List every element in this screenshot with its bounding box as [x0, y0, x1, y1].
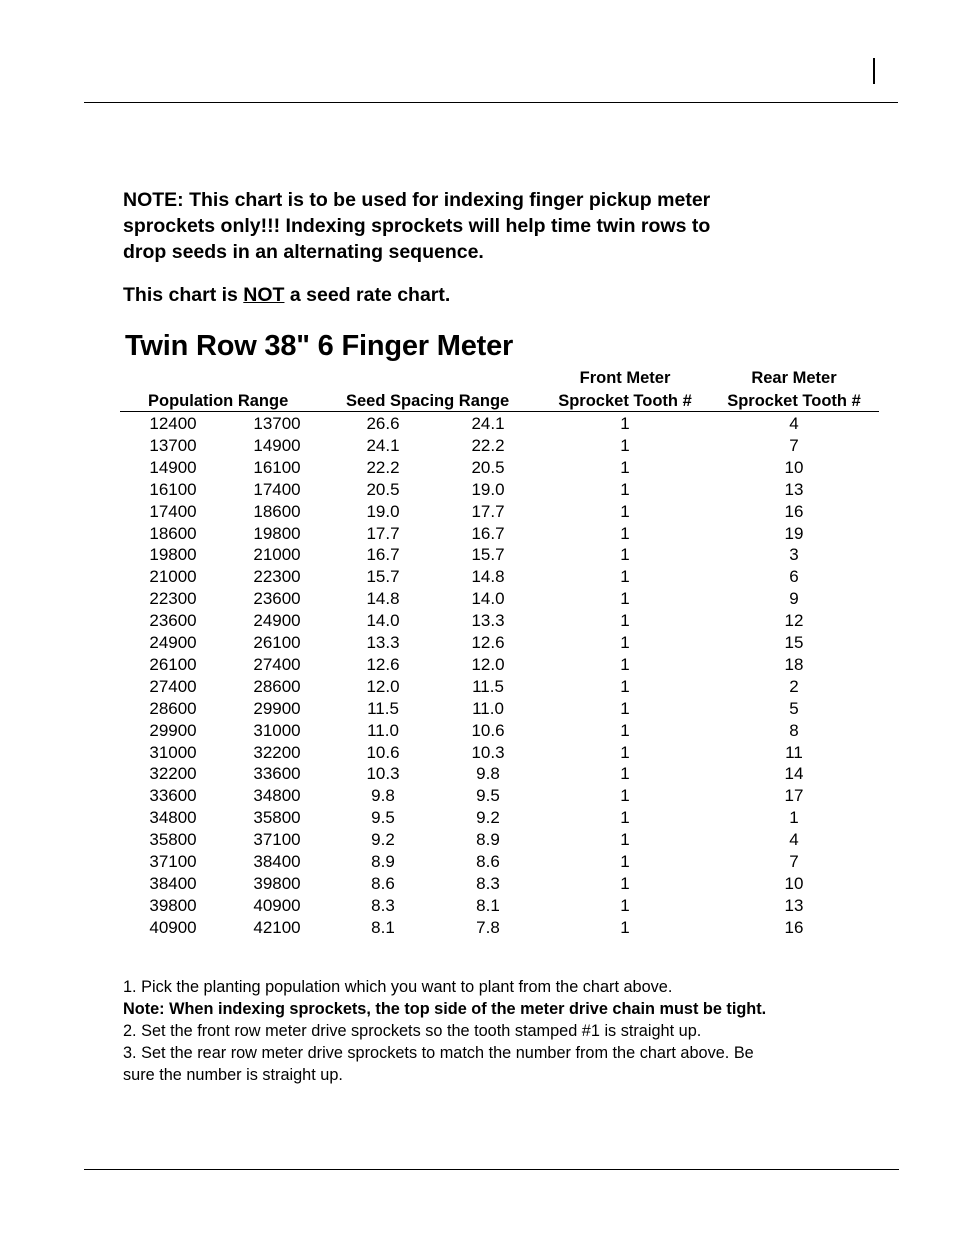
front-tooth-cell: 1: [620, 895, 630, 915]
population-from-cell: 33600: [149, 786, 197, 806]
spacing-from-cell: 12.0: [366, 676, 400, 696]
instruction-step-3: 3. Set the rear row meter drive sprockets to match the number from the chart above. Be: [123, 1044, 754, 1062]
population-to-cell: 18600: [253, 501, 301, 521]
spacing-to-cell: 14.0: [471, 589, 505, 609]
front-tooth-cell: 1: [620, 698, 630, 718]
chart-title: Twin Row 38" 6 Finger Meter: [125, 330, 514, 362]
spacing-to-cell: 9.2: [476, 808, 500, 828]
spacing-from-cell: 11.5: [367, 698, 399, 718]
population-to-cell: 17400: [253, 479, 301, 499]
rear-tooth-cell: 5: [789, 698, 799, 718]
population-to-cell: 39800: [253, 873, 301, 893]
front-tooth-cell: 1: [620, 545, 630, 565]
rear-tooth-cell: 4: [789, 414, 799, 433]
table-row: [0, 414, 954, 436]
spacing-from-cell: 19.0: [366, 501, 400, 521]
rear-tooth-cell: 2: [789, 676, 799, 696]
population-to-cell: 32200: [253, 742, 301, 762]
spacing-from-cell: 16.7: [366, 545, 400, 565]
rear-tooth-cell: 3: [789, 545, 799, 565]
header-tick-mark: [873, 58, 875, 84]
spacing-from-cell: 9.2: [371, 830, 395, 850]
header-front-sprocket-tooth: Sprocket Tooth #: [558, 392, 692, 410]
header-seed-spacing-range: Seed Spacing Range: [346, 392, 510, 410]
table-row: [0, 480, 954, 502]
population-from-cell: 35800: [149, 830, 197, 850]
header-population-range: Population Range: [148, 392, 289, 410]
rear-tooth-cell: 17: [784, 786, 804, 806]
spacing-to-cell: 15.7: [471, 545, 505, 565]
population-to-cell: 13700: [253, 414, 301, 433]
population-from-cell: 23600: [149, 611, 197, 631]
spacing-to-cell: 16.7: [471, 523, 505, 543]
population-from-cell: 14900: [149, 457, 197, 477]
front-tooth-cell: 1: [620, 523, 630, 543]
seed-rate-disclaimer: [123, 284, 450, 307]
population-to-cell: 29900: [253, 698, 301, 718]
front-tooth-cell: 1: [620, 589, 630, 609]
header-rule: [84, 102, 898, 103]
note-line: drop seeds in an alternating sequence.: [123, 241, 484, 263]
header-rear-sprocket-tooth: Sprocket Tooth #: [727, 392, 861, 410]
spacing-from-cell: 8.3: [371, 895, 395, 915]
spacing-from-cell: 10.6: [366, 742, 400, 762]
population-from-cell: 24900: [149, 633, 197, 652]
disclaimer-prefix: This chart is: [123, 284, 244, 306]
spacing-to-cell: 19.0: [471, 479, 505, 499]
rear-tooth-cell: 10: [784, 457, 804, 477]
population-to-cell: 38400: [253, 852, 301, 871]
population-to-cell: 23600: [253, 589, 301, 609]
spacing-to-cell: 8.6: [476, 852, 500, 871]
front-tooth-cell: 1: [620, 830, 630, 850]
population-from-cell: 22300: [149, 589, 197, 609]
table-row: [0, 524, 954, 546]
rear-tooth-cell: 15: [784, 633, 804, 652]
header-rear-meter: Rear Meter: [751, 369, 837, 387]
population-to-cell: 28600: [253, 676, 301, 696]
spacing-to-cell: 13.3: [471, 611, 505, 631]
table-row: [0, 874, 954, 896]
spacing-from-cell: 9.8: [371, 786, 395, 806]
instruction-step-2: 2. Set the front row meter drive sprockets so the tooth stamped #1 is straight up.: [123, 1022, 702, 1040]
rear-tooth-cell: 9: [789, 589, 799, 609]
population-from-cell: 28600: [149, 698, 197, 718]
front-tooth-cell: 1: [620, 654, 630, 674]
table-row: [0, 786, 954, 808]
front-tooth-cell: 1: [620, 457, 630, 477]
population-to-cell: 35800: [253, 808, 301, 828]
population-from-cell: 32200: [149, 764, 197, 784]
front-tooth-cell: 1: [620, 479, 630, 499]
front-tooth-cell: 1: [620, 720, 630, 740]
rear-tooth-cell: 13: [784, 479, 804, 499]
population-to-cell: 24900: [253, 611, 301, 631]
spacing-from-cell: 11.0: [367, 720, 399, 740]
front-tooth-cell: 1: [620, 742, 630, 762]
population-from-cell: 17400: [149, 501, 197, 521]
table-row: [0, 589, 954, 611]
spacing-to-cell: 8.9: [476, 830, 500, 850]
population-from-cell: 34800: [149, 808, 197, 828]
rear-tooth-cell: 4: [789, 830, 799, 850]
population-to-cell: 27400: [253, 654, 301, 674]
spacing-from-cell: 22.2: [366, 457, 400, 477]
spacing-to-cell: 10.3: [471, 742, 505, 762]
population-from-cell: 21000: [149, 567, 197, 587]
front-tooth-cell: 1: [620, 873, 630, 893]
footer-rule: [84, 1169, 899, 1170]
disclaimer-emphasis: NOT: [243, 284, 285, 306]
table-row: [0, 633, 954, 655]
spacing-from-cell: 14.0: [366, 611, 400, 631]
population-to-cell: 33600: [253, 764, 301, 784]
population-to-cell: 31000: [253, 720, 301, 740]
spacing-from-cell: 8.9: [371, 852, 395, 871]
population-to-cell: 14900: [253, 435, 301, 455]
table-row: [0, 458, 954, 480]
front-tooth-cell: 1: [620, 501, 630, 521]
header-front-meter: Front Meter: [579, 369, 671, 387]
spacing-from-cell: 10.3: [366, 764, 400, 784]
instructions: [123, 976, 863, 1086]
spacing-from-cell: 15.7: [366, 567, 400, 587]
spacing-to-cell: 11.0: [472, 698, 504, 718]
spacing-to-cell: 24.1: [471, 414, 505, 433]
front-tooth-cell: 1: [620, 676, 630, 696]
table-row: [0, 699, 954, 721]
population-to-cell: 37100: [253, 830, 301, 850]
rear-tooth-cell: 12: [784, 611, 804, 631]
table-row: [0, 852, 954, 874]
spacing-to-cell: 22.2: [471, 435, 505, 455]
population-from-cell: 38400: [149, 873, 197, 893]
spacing-from-cell: 17.7: [366, 523, 400, 543]
spacing-from-cell: 20.5: [366, 479, 400, 499]
rear-tooth-cell: 14: [784, 764, 804, 784]
spacing-to-cell: 12.6: [471, 633, 505, 652]
rear-tooth-cell: 7: [789, 435, 799, 455]
spacing-to-cell: 9.8: [476, 764, 500, 784]
table-row: [0, 655, 954, 677]
population-from-cell: 19800: [149, 545, 197, 565]
table-row: [0, 918, 954, 940]
spacing-from-cell: 13.3: [366, 633, 400, 652]
spacing-from-cell: 8.1: [371, 917, 395, 937]
instruction-step-1: 1. Pick the planting population which you want to plant from the chart above.: [123, 978, 673, 996]
spacing-to-cell: 11.5: [472, 676, 504, 696]
rear-tooth-cell: 11: [785, 742, 803, 762]
rear-tooth-cell: 10: [784, 873, 804, 893]
rear-tooth-cell: 16: [784, 501, 804, 521]
spacing-from-cell: 12.6: [366, 654, 400, 674]
population-to-cell: 16100: [253, 457, 301, 477]
table-row: [0, 545, 954, 567]
population-from-cell: 37100: [149, 852, 197, 871]
population-to-cell: 40900: [253, 895, 301, 915]
population-from-cell: 40900: [149, 917, 197, 937]
front-tooth-cell: 1: [620, 808, 630, 828]
front-tooth-cell: 1: [620, 764, 630, 784]
front-tooth-cell: 1: [620, 852, 630, 871]
spacing-to-cell: 7.8: [476, 917, 500, 937]
spacing-from-cell: 14.8: [366, 589, 400, 609]
spacing-to-cell: 8.3: [476, 873, 500, 893]
table-row: [0, 567, 954, 589]
population-from-cell: 29900: [149, 720, 197, 740]
table-row: [0, 764, 954, 786]
spacing-to-cell: 9.5: [476, 786, 500, 806]
front-tooth-cell: 1: [620, 611, 630, 631]
spacing-to-cell: 20.5: [471, 457, 505, 477]
rear-tooth-cell: 7: [789, 852, 799, 871]
table-row: [0, 808, 954, 830]
population-from-cell: 31000: [149, 742, 197, 762]
population-to-cell: 19800: [253, 523, 301, 543]
table-row: [0, 436, 954, 458]
table-row: [0, 611, 954, 633]
table-row: [0, 721, 954, 743]
front-tooth-cell: 1: [620, 633, 630, 652]
front-tooth-cell: 1: [620, 786, 630, 806]
population-to-cell: 21000: [253, 545, 301, 565]
population-from-cell: 18600: [149, 523, 197, 543]
rear-tooth-cell: 6: [789, 567, 799, 587]
population-to-cell: 42100: [253, 917, 301, 937]
rear-tooth-cell: 19: [784, 523, 804, 543]
population-from-cell: 39800: [149, 895, 197, 915]
spacing-to-cell: 14.8: [471, 567, 505, 587]
spacing-to-cell: 12.0: [471, 654, 505, 674]
spacing-to-cell: 10.6: [471, 720, 505, 740]
note-line: NOTE: This chart is to be used for indexing finger pickup meter: [123, 189, 711, 211]
table-header-rule: [120, 411, 879, 412]
population-from-cell: 12400: [149, 414, 197, 433]
spacing-to-cell: 8.1: [476, 895, 500, 915]
note-line: sprockets only!!! Indexing sprockets will help time twin rows to: [123, 215, 711, 237]
spacing-to-cell: 17.7: [471, 501, 505, 521]
front-tooth-cell: 1: [620, 567, 630, 587]
population-to-cell: 22300: [253, 567, 301, 587]
rear-tooth-cell: 18: [784, 654, 804, 674]
spacing-from-cell: 9.5: [371, 808, 395, 828]
indexing-note: [123, 187, 823, 265]
front-tooth-cell: 1: [620, 414, 630, 433]
spacing-from-cell: 24.1: [366, 435, 400, 455]
instruction-step-3-continued: sure the number is straight up.: [123, 1066, 343, 1084]
population-to-cell: 26100: [253, 633, 301, 652]
rear-tooth-cell: 1: [789, 808, 799, 828]
table-row: [0, 677, 954, 699]
rear-tooth-cell: 16: [784, 917, 804, 937]
instruction-tight-chain-note: Note: When indexing sprockets, the top side of the meter drive chain must be tight.: [123, 1000, 767, 1018]
population-from-cell: 13700: [149, 435, 197, 455]
rear-tooth-cell: 13: [784, 895, 804, 915]
population-to-cell: 34800: [253, 786, 301, 806]
population-from-cell: 27400: [149, 676, 197, 696]
table-row: [0, 896, 954, 918]
table-row: [0, 743, 954, 765]
population-from-cell: 26100: [149, 654, 197, 674]
spacing-from-cell: 8.6: [371, 873, 395, 893]
front-tooth-cell: 1: [620, 917, 630, 937]
disclaimer-suffix: a seed rate chart.: [284, 284, 451, 306]
spacing-from-cell: 26.6: [366, 414, 400, 433]
table-row: [0, 502, 954, 524]
population-from-cell: 16100: [149, 479, 197, 499]
rear-tooth-cell: 8: [789, 720, 799, 740]
table-row: [0, 830, 954, 852]
front-tooth-cell: 1: [620, 435, 630, 455]
